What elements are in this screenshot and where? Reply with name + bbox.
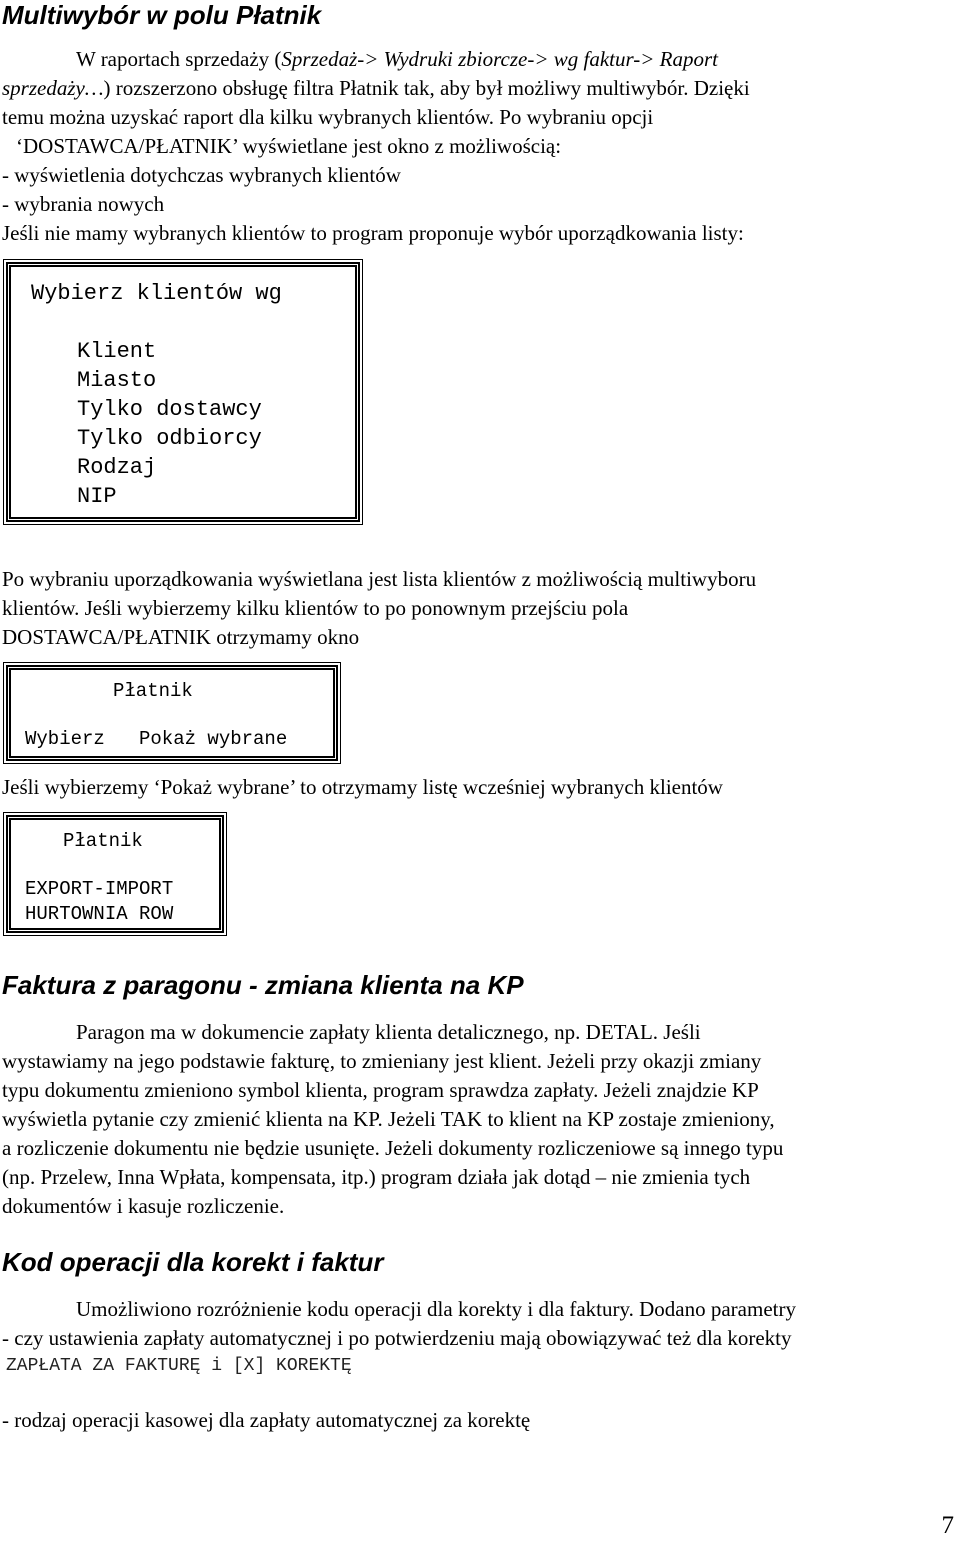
paragraph-line: temu można uzyskać raport dla kilku wybranych klientów. Po wybraniu opcji: [2, 105, 654, 129]
paragraph-line: a rozliczenie dokumentu nie będzie usunięte. Jeżeli dokumenty rozliczeniowe są innego typu: [2, 1136, 784, 1160]
parameter-code: ZAPŁATA ZA FAKTURĘ i [X] KOREKTĘ: [6, 1356, 352, 1376]
page-number: 7: [941, 1512, 954, 1539]
paragraph-line: W raportach sprzedaży (Sprzedaż-> Wydruki zbiorcze-> wg faktur-> Raport: [76, 47, 719, 71]
paragraph-line: - czy ustawienia zapłaty automatycznej i po potwierdzeniu mają obowiązywać też dla korekty: [2, 1326, 792, 1350]
list-item[interactable]: HURTOWNIA ROW: [25, 903, 174, 925]
section-heading-faktura: Faktura z paragonu - zmiana klienta na KP: [2, 970, 524, 1000]
select-button[interactable]: Wybierz: [25, 728, 105, 750]
paragraph-line: Jeśli nie mamy wybranych klientów to program proponuje wybór uporządkowania listy:: [2, 221, 744, 245]
paragraph-line: Umożliwiono rozróżnienie kodu operacji dla korekty i dla faktury. Dodano parametry: [76, 1297, 796, 1321]
paragraph-line: Po wybraniu uporządkowania wyświetlana jest lista klientów z możliwością multiwyboru: [2, 567, 757, 591]
paragraph-line: wystawiamy na jego podstawie fakturę, to zmieniany jest klient. Jeżeli przy okazji zmiany: [2, 1049, 762, 1073]
sort-option-nip[interactable]: NIP: [77, 484, 117, 509]
sort-option-city[interactable]: Miasto: [77, 368, 157, 393]
section-heading-kod-operacji: Kod operacji dla korekt i faktur: [2, 1247, 384, 1277]
paragraph-line: klientów. Jeśli wybierzemy kilku klientów to po ponownym przejściu pola: [2, 596, 629, 620]
sort-window-title: Wybierz klientów wg: [31, 281, 282, 306]
selected-clients-title: Płatnik: [63, 830, 143, 852]
payer-window-title: Płatnik: [113, 680, 193, 702]
sort-option-type[interactable]: Rodzaj: [77, 455, 157, 480]
sort-selection-window: [6, 262, 360, 522]
selected-clients-window: [6, 815, 224, 933]
sort-option-suppliers-only[interactable]: Tylko dostawcy: [77, 397, 262, 422]
section-heading-multiwybor: Multiwybór w polu Płatnik: [2, 0, 322, 30]
paragraph-line: typu dokumentu zmieniono symbol klienta, program sprawdza zapłaty. Jeżeli znajdzie KP: [2, 1078, 759, 1102]
show-selected-button[interactable]: Pokaż wybrane: [139, 728, 288, 750]
paragraph-line: DOSTAWCA/PŁATNIK otrzymamy okno: [2, 625, 360, 649]
paragraph-line: dokumentów i kasuje rozliczenie.: [2, 1194, 285, 1218]
payer-window: [6, 665, 338, 761]
sort-option-client[interactable]: Klient: [77, 339, 157, 364]
paragraph-line: wyświetla pytanie czy zmienić klienta na KP. Jeżeli TAK to klient na KP zostaje zmieniony,: [2, 1107, 775, 1131]
paragraph-line: (np. Przelew, Inna Wpłata, kompensata, itp.) program działa jak dotąd – nie zmienia tych: [2, 1165, 751, 1189]
list-item[interactable]: EXPORT-IMPORT: [25, 878, 174, 900]
paragraph-line: Paragon ma w dokumencie zapłaty klienta detalicznego, np. DETAL. Jeśli: [76, 1020, 701, 1044]
paragraph-line: - wybrania nowych: [2, 192, 165, 216]
paragraph-line: Jeśli wybierzemy ‘Pokaż wybrane’ to otrzymamy listę wcześniej wybranych klientów: [2, 775, 723, 799]
paragraph-line: - rodzaj operacji kasowej dla zapłaty automatycznej za korektę: [2, 1408, 531, 1432]
sort-option-recipients-only[interactable]: Tylko odbiorcy: [77, 426, 262, 451]
paragraph-line: - wyświetlenia dotychczas wybranych klientów: [2, 163, 401, 187]
paragraph-line: sprzedaży…) rozszerzono obsługę filtra Płatnik tak, aby był możliwy multiwybór. Dzięki: [2, 76, 750, 100]
paragraph-line: ‘DOSTAWCA/PŁATNIK’ wyświetlane jest okno z możliwością:: [16, 134, 562, 158]
